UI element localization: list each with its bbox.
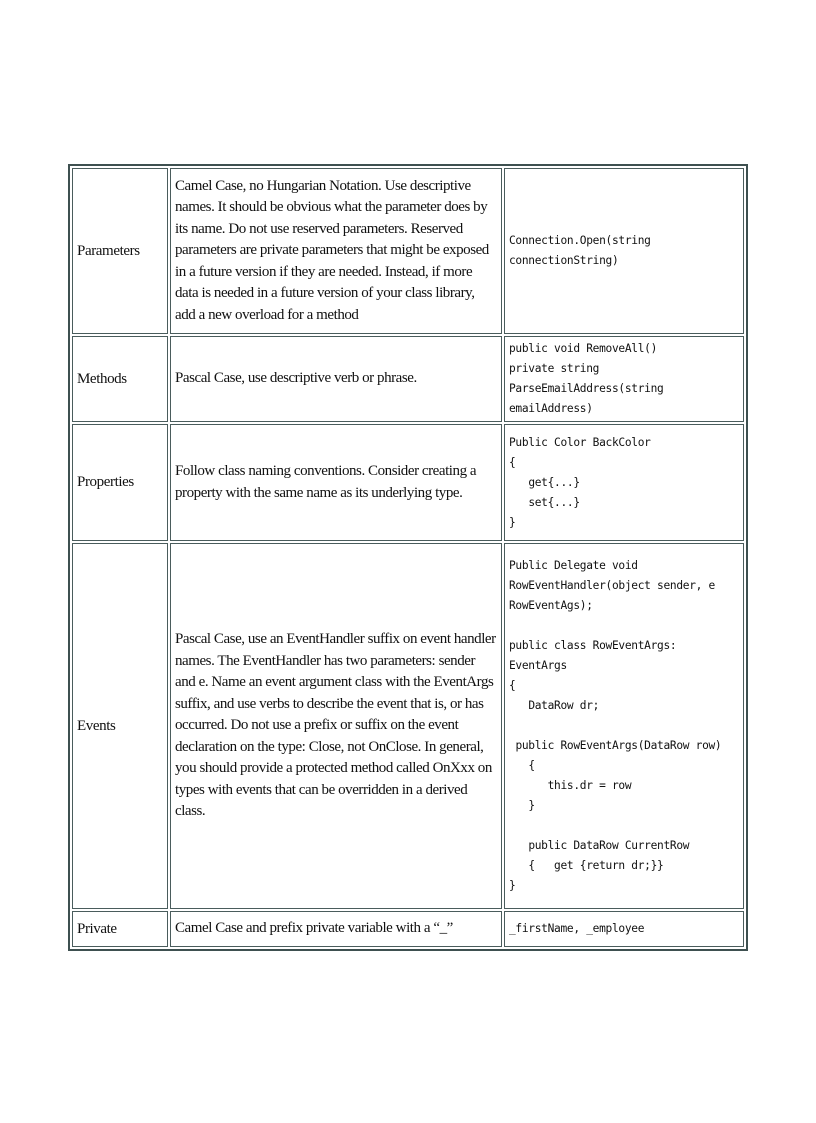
row-description-cell: Pascal Case, use descriptive verb or phrase. xyxy=(170,336,502,422)
row-description-cell: Camel Case and prefix private variable with a “_” xyxy=(170,911,502,947)
row-example-cell: Public Delegate void RowEventHandler(object sender, e RowEventAgs); public class RowEventArgs: EventArgs { DataRow dr; public RowEventArgs(DataRow row) { this.dr = row } public DataRow CurrentRow { get {return dr;}} } xyxy=(504,543,744,909)
table-row xyxy=(72,336,744,422)
table-row xyxy=(72,168,744,334)
naming-conventions-table xyxy=(68,164,748,951)
table-row xyxy=(72,543,744,909)
row-example-cell: _firstName, _employee xyxy=(504,911,744,947)
row-name-cell: Properties xyxy=(72,424,168,541)
row-example-cell: Public Color BackColor { get{...} set{...} } xyxy=(504,424,744,541)
row-name-cell: Events xyxy=(72,543,168,909)
row-name-cell: Private xyxy=(72,911,168,947)
row-name-cell: Methods xyxy=(72,336,168,422)
row-description-cell: Camel Case, no Hungarian Notation. Use descriptive names. It should be obvious what the parameter does by its name. Do not use reserved parameters. Reserved parameters are private parameters that might be exposed in a future version if they are needed. Instead, if more data is needed in a future version of your class library, add a new overload for a method xyxy=(170,168,502,334)
table-row xyxy=(72,424,744,541)
row-example-cell: Connection.Open(string connectionString) xyxy=(504,168,744,334)
row-description-cell: Follow class naming conventions. Consider creating a property with the same name as its underlying type. xyxy=(170,424,502,541)
row-description-cell: Pascal Case, use an EventHandler suffix on event handler names. The EventHandler has two parameters: sender and e. Name an event argument class with the EventArgs suffix, and use verbs to describe the event that is, or has occurred. Do not use a prefix or suffix on the event declaration on the type: Close, not OnClose. In general, you should provide a protected method called OnXxx on types with events that can be overridden in a derived class. xyxy=(170,543,502,909)
row-example-cell: public void RemoveAll() private string ParseEmailAddress(string emailAddress) xyxy=(504,336,744,422)
row-name-cell: Parameters xyxy=(72,168,168,334)
table-row xyxy=(72,911,744,947)
